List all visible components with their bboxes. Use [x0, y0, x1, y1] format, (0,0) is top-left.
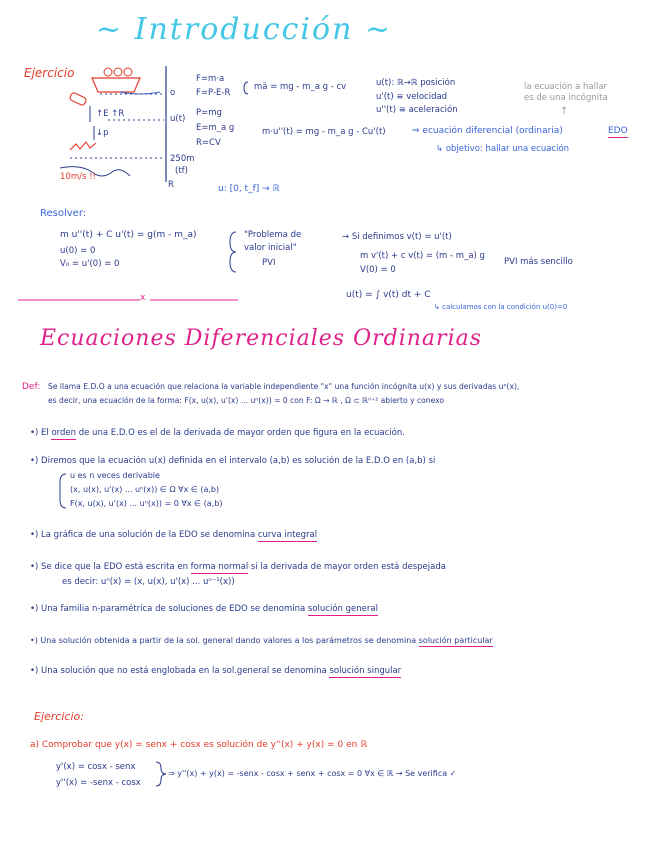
- force-eq-2: F=P-E-R: [196, 88, 231, 98]
- ejercicio2-label: Ejercicio:: [34, 710, 84, 723]
- general-pre: •) Una familia n-paramétrica de soluciones de EDO se denomina: [30, 604, 306, 614]
- solucion-particular-term: solución particular: [418, 636, 493, 645]
- particular-pre: •) Una solución obtenida a partir de la sol. general dando valores a los parámetros se denomina: [30, 636, 417, 645]
- general-item: [30, 604, 378, 614]
- resolver-eq-1: m u''(t) + C u'(t) = g(m - m_a): [60, 230, 197, 240]
- note-line-1: la ecuación a hallar: [524, 82, 608, 92]
- si-definimos: → Si definimos v(t) = u'(t): [342, 232, 452, 242]
- boat-icon: [92, 78, 140, 92]
- ejercicio2-a-line: a) Comprobar que y(x) = senx + cosx es solución de y''(x) + y(x) = 0 en ℝ: [30, 740, 368, 750]
- force-eq-5: R=CV: [196, 138, 221, 148]
- singular-pre: •) Una solución que no está englobada en la sol.general se denomina: [30, 666, 327, 676]
- resolver-eq-3: V₀ = u'(0) = 0: [60, 259, 120, 269]
- force-down-label: ↓p: [96, 128, 109, 138]
- force-eq-3: P=mg: [196, 108, 222, 118]
- axis-ut: u(t): [170, 114, 186, 124]
- orden-pre: •) El: [30, 428, 49, 438]
- pvi-sencillo: PVI más sencillo: [504, 257, 573, 267]
- barrel-icon: [69, 92, 87, 106]
- pvi-line-1: "Problema de: [244, 230, 302, 240]
- sol-condition-2: (x, u(x), u'(x) ... uⁿ(x)) ∈ Ω ∀x ∈ (a,b): [70, 485, 220, 494]
- curva-integral-term: curva integral: [257, 530, 318, 540]
- solucion-singular-term: solución singular: [329, 666, 402, 676]
- def-velocidad: u'(t) ≡ velocidad: [376, 92, 448, 102]
- axis-250m: 250m: [170, 154, 195, 164]
- def-line-2: es decir, una ecuación de la forma: F(x, u(x), u'(x) ... uⁿ(x)) = 0 con F: Ω → ℝ , Ω ⊂ ℝⁿ⁺² abierto y conexo: [48, 396, 445, 405]
- ejercicio-label: Ejercicio: [24, 66, 75, 80]
- divider-mark: x: [140, 293, 146, 303]
- v-equation-2: V(0) = 0: [360, 265, 396, 275]
- pvi-tag: PVI: [262, 258, 276, 268]
- force-eq-1: F=m·a: [196, 74, 225, 84]
- main-equation: m·u''(t) = mg - m_a g - Cu'(t): [262, 127, 386, 137]
- solucion-general-term: solución general: [307, 604, 378, 614]
- normal-pre: •) Se dice que la EDO está escrita en: [30, 562, 188, 572]
- normal-post: si la derivada de mayor orden está despejada: [250, 562, 446, 572]
- force-eq-4: E=m_a g: [196, 123, 235, 133]
- resolver-label: Resolver:: [40, 208, 87, 219]
- y-prime: y'(x) = cosx - senx: [56, 762, 136, 772]
- grafica-item: [30, 530, 317, 540]
- sol-condition-3: F(x, u(x), u'(x) ... uⁿ(x)) = 0 ∀x ∈ (a,b): [70, 499, 223, 508]
- grafica-pre: •) La gráfica de una solución de la EDO se denomina: [30, 530, 256, 540]
- force-up-labels: ↑E ↑R: [96, 109, 125, 119]
- orden-post: de una E.D.O es el de la derivada de mayor orden que figura en la ecuación.: [78, 428, 405, 438]
- orden-item: [30, 428, 405, 438]
- def-label: Def:: [22, 382, 41, 392]
- sol-condition-1: u es n veces derivable: [70, 471, 160, 480]
- edo-text: ⇒ ecuación diferencial (ordinaria): [412, 126, 563, 136]
- resolver-eq-2: u(0) = 0: [60, 246, 96, 256]
- def-line-1: Se llama E.D.O a una ecuación que relaciona la variable independiente "x" una función incógnita u(x) y sus derivadas uⁿ(x),: [48, 382, 520, 391]
- axis-tf: (tf): [175, 166, 188, 176]
- ejercicio2-result: ⇒ y''(x) + y(x) = -senx - cosx + senx + cosx = 0 ∀x ∈ ℝ → Se verifica ✓: [168, 769, 457, 778]
- pvi-line-2: valor inicial": [244, 243, 297, 253]
- y-double-prime: y''(x) = -senx - cosx: [56, 778, 141, 788]
- note-arrow-icon: ↑: [560, 106, 569, 117]
- v-equation-1: m v'(t) + c v(t) = (m - m_a) g: [360, 251, 485, 261]
- page-title: ~ Introducción ~: [96, 12, 393, 47]
- domain-text: u: [0, t_f] → ℝ: [218, 184, 280, 194]
- orden-term: orden: [51, 428, 77, 438]
- calc-note: ↳ calculamos con la condición u(0)=0: [434, 303, 568, 311]
- speed-label: 10m/s !!: [60, 172, 96, 182]
- section-title: Ecuaciones Diferenciales Ordinarias: [40, 326, 483, 351]
- objetivo-text: ↳ objetivo: hallar una ecuación: [436, 144, 570, 154]
- ma-equation: mä = mg - m_a g - cv: [254, 82, 347, 92]
- singular-item: [30, 666, 401, 676]
- particular-item: [30, 636, 493, 645]
- normal-equation: es decir: uⁿ(x) = (x, u(x), u'(x) ... uⁿ⁻¹(x)): [62, 577, 235, 587]
- solucion-item: •) Diremos que la ecuación u(x) definida en el intervalo (a,b) es solución de la E.D.O en (a,b) si: [30, 456, 436, 466]
- def-posicion: u(t): ℝ→ℝ posición: [376, 78, 456, 88]
- forma-normal-item: [30, 562, 446, 572]
- axis-zero: o: [170, 88, 176, 98]
- axis-r: R: [168, 180, 174, 190]
- def-aceleracion: u''(t) ≡ aceleración: [376, 105, 458, 115]
- u-integral: u(t) = ∫ v(t) dt + C: [346, 290, 431, 300]
- note-line-2: es de una incógnita: [524, 93, 608, 103]
- edo-tag: EDO: [608, 126, 628, 136]
- forma-normal-term: forma normal: [190, 562, 249, 572]
